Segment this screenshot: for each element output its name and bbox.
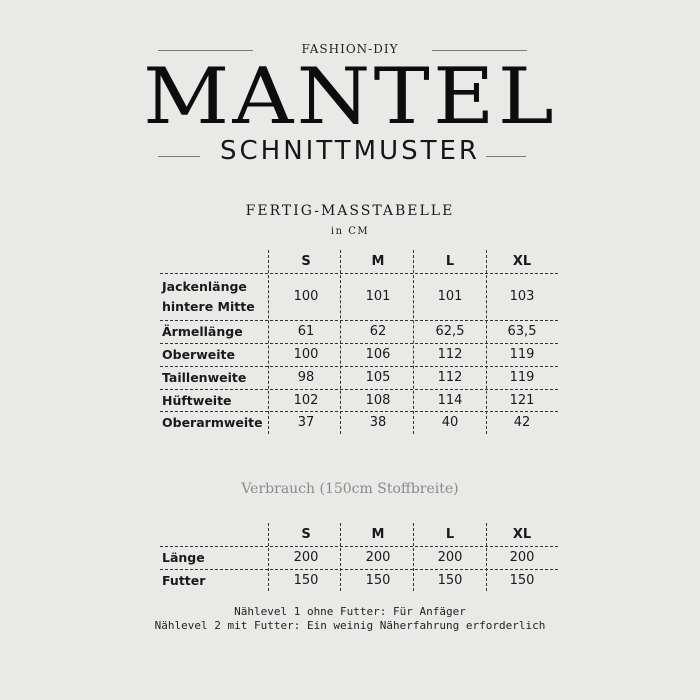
table-cell: 119 bbox=[509, 347, 535, 362]
page-title: MANTEL bbox=[143, 52, 557, 142]
table-cell: 105 bbox=[365, 370, 391, 385]
row-label: Ärmellänge bbox=[162, 323, 243, 339]
table-cell: 106 bbox=[365, 347, 391, 362]
table-cell: 112 bbox=[437, 347, 463, 362]
table-cell: 61 bbox=[297, 324, 315, 339]
table-cell: 101 bbox=[365, 289, 391, 304]
table-cell: 150 bbox=[437, 573, 463, 588]
column-header: L bbox=[445, 254, 455, 269]
row-label: Länge bbox=[162, 549, 205, 565]
measure-table-unit: in CM bbox=[330, 226, 370, 237]
table-row bbox=[160, 546, 558, 569]
column-header: XL bbox=[512, 527, 532, 542]
table-cell: 100 bbox=[293, 289, 319, 304]
table-cell: 119 bbox=[509, 370, 535, 385]
table-cell: 101 bbox=[437, 289, 463, 304]
table-cell: 62,5 bbox=[435, 324, 465, 339]
table-cell: 150 bbox=[365, 573, 391, 588]
column-header: L bbox=[445, 527, 455, 542]
table-row bbox=[160, 389, 558, 412]
table-cell: 200 bbox=[509, 550, 535, 565]
table-cell: 63,5 bbox=[507, 324, 537, 339]
table-row bbox=[160, 411, 558, 434]
column-header: M bbox=[371, 254, 385, 269]
column-header: M bbox=[371, 527, 385, 542]
table-cell: 37 bbox=[297, 415, 315, 430]
footer-note-level-2: Nählevel 2 mit Futter: Ein weinig Näherfahrung erforderlich bbox=[154, 619, 546, 632]
table-cell: 121 bbox=[509, 393, 535, 408]
brand-label: FASHION-DIY bbox=[301, 42, 399, 56]
table-row bbox=[160, 320, 558, 343]
table-cell: 200 bbox=[437, 550, 463, 565]
page-subtitle: SCHNITTMUSTER bbox=[220, 136, 480, 166]
table-cell: 200 bbox=[365, 550, 391, 565]
table-row bbox=[160, 343, 558, 366]
table-header-row bbox=[160, 523, 558, 546]
table-cell: 42 bbox=[513, 415, 531, 430]
measure-table bbox=[160, 250, 558, 436]
consumption-table bbox=[160, 523, 558, 593]
table-cell: 102 bbox=[293, 393, 319, 408]
column-header: S bbox=[301, 527, 311, 542]
table-header-row bbox=[160, 250, 558, 273]
row-label: Hüftweite bbox=[162, 392, 232, 408]
table-cell: 150 bbox=[509, 573, 535, 588]
table-cell: 200 bbox=[293, 550, 319, 565]
row-label: Oberweite bbox=[162, 346, 235, 362]
column-header: XL bbox=[512, 254, 532, 269]
table-cell: 100 bbox=[293, 347, 319, 362]
row-label: Jackenlänge hintere Mitte bbox=[162, 278, 255, 314]
table-cell: 62 bbox=[369, 324, 387, 339]
table-row bbox=[160, 274, 558, 319]
table-row bbox=[160, 366, 558, 389]
table-cell: 114 bbox=[437, 393, 463, 408]
table-cell: 98 bbox=[297, 370, 315, 385]
consumption-table-title: Verbrauch (150cm Stoffbreite) bbox=[241, 481, 459, 497]
measure-table-title: FERTIG-MASSTABELLE bbox=[245, 203, 455, 219]
table-cell: 108 bbox=[365, 393, 391, 408]
row-label: Taillenweite bbox=[162, 369, 247, 385]
table-cell: 150 bbox=[293, 573, 319, 588]
footer-note-level-1: Nählevel 1 ohne Futter: Für Anfäger bbox=[234, 605, 466, 618]
table-cell: 40 bbox=[441, 415, 459, 430]
table-cell: 38 bbox=[369, 415, 387, 430]
table-cell: 103 bbox=[509, 289, 535, 304]
table-row bbox=[160, 569, 558, 592]
column-header: S bbox=[301, 254, 311, 269]
row-label: Futter bbox=[162, 572, 206, 588]
table-cell: 112 bbox=[437, 370, 463, 385]
row-label: Oberarmweite bbox=[162, 414, 263, 430]
